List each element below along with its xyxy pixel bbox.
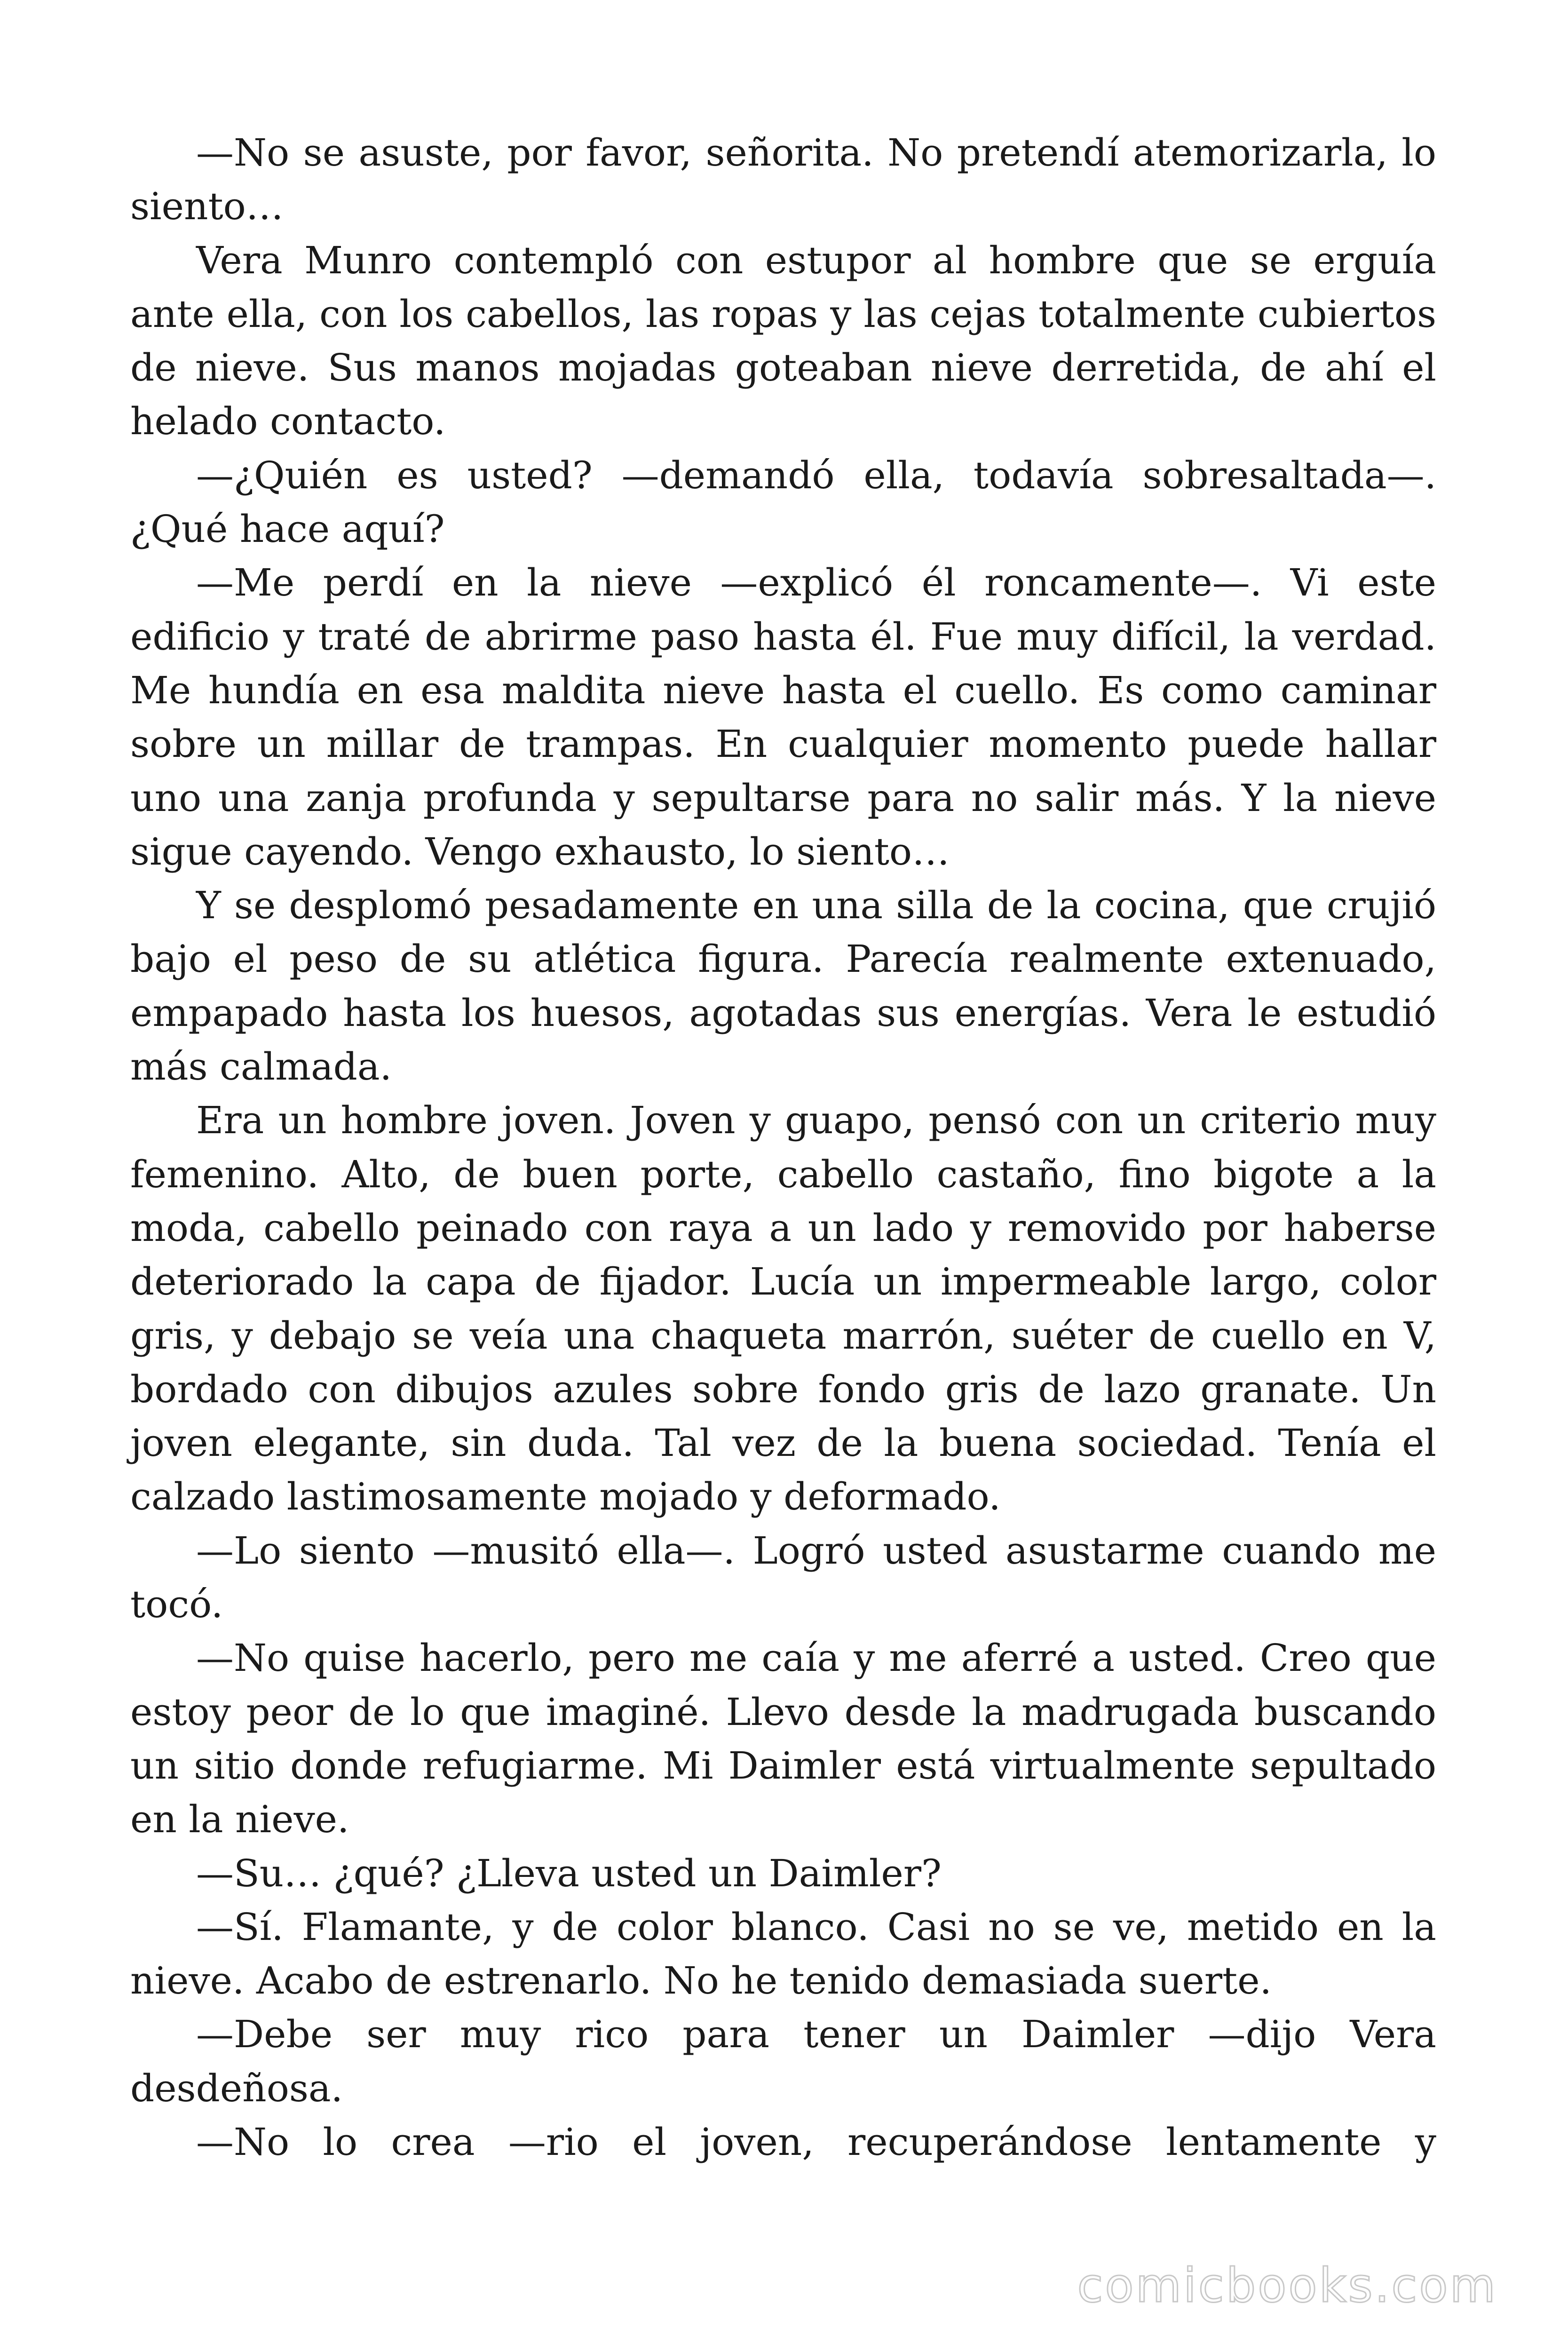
watermark: comicbooks.com bbox=[1077, 2258, 1497, 2313]
paragraph: —No se asuste, por favor, señorita. No pretendí atemorizarla, lo siento… bbox=[130, 131, 1436, 229]
paragraph: Y se desplomó pesadamente en una silla de la cocina, que crujió bajo el peso de su atlética figura. Parecía realmente extenuado, empapado hasta los huesos, agotadas sus energías. Vera le estudió más calmada. bbox=[130, 883, 1436, 1089]
paragraph: —Debe ser muy rico para tener un Daimler —dijo Vera desdeñosa. bbox=[130, 2012, 1436, 2110]
paragraph: —¿Quién es usted? —demandó ella, todavía sobresaltada—. ¿Qué hace aquí? bbox=[130, 453, 1436, 551]
paragraph: —No quise hacerlo, pero me caía y me aferré a usted. Creo que estoy peor de lo que imaginé. Llevo desde la madrugada buscando un sitio donde refugiarme. Mi Daimler está virtualmente sepultado en la nieve. bbox=[130, 1636, 1436, 1842]
paragraph: —Me perdí en la nieve —explicó él roncamente—. Vi este edificio y traté de abrirme paso hasta él. Fue muy difícil, la verdad. Me hundía en esa maldita nieve hasta el cuello. Es como caminar sobre un millar de trampas. En cualquier momento puede hallar uno una zanja profunda y sepultarse para no salir más. Y la nieve sigue cayendo. Vengo exhausto, lo siento… bbox=[130, 561, 1436, 874]
paragraph-last: —No lo crea —rio el joven, recuperándose lentamente y bbox=[196, 2120, 1436, 2164]
paragraph: —Su… ¿qué? ¿Lleva usted un Daimler? bbox=[196, 1851, 942, 1895]
paragraph: Era un hombre joven. Joven y guapo, pensó con un criterio muy femenino. Alto, de buen porte, cabello castaño, fino bigote a la moda, cabello peinado con raya a un lado y removido por haberse deteriorado la capa de fijador. Lucía un impermeable largo, color gris, y debajo se veía una chaqueta marrón, suéter de cuello en V, bordado con dibujos azules sobre fondo gris de lazo granate. Un joven elegante, sin duda. Tal vez de la buena sociedad. Tenía el calzado lastimosamente mojado y deformado. bbox=[130, 1098, 1436, 1519]
paragraph: —Sí. Flamante, y de color blanco. Casi no se ve, metido en la nieve. Acabo de estrenarlo. No he tenido demasiada suerte. bbox=[130, 1905, 1436, 2003]
body-text bbox=[130, 126, 1436, 2169]
paragraph: —Lo siento —musitó ella—. Logró usted asustarme cuando me tocó. bbox=[130, 1528, 1436, 1627]
paragraph: Vera Munro contempló con estupor al hombre que se erguía ante ella, con los cabellos, las ropas y las cejas totalmente cubiertos de nieve. Sus manos mojadas goteaban nieve derretida, de ahí el helado contacto. bbox=[130, 238, 1436, 444]
